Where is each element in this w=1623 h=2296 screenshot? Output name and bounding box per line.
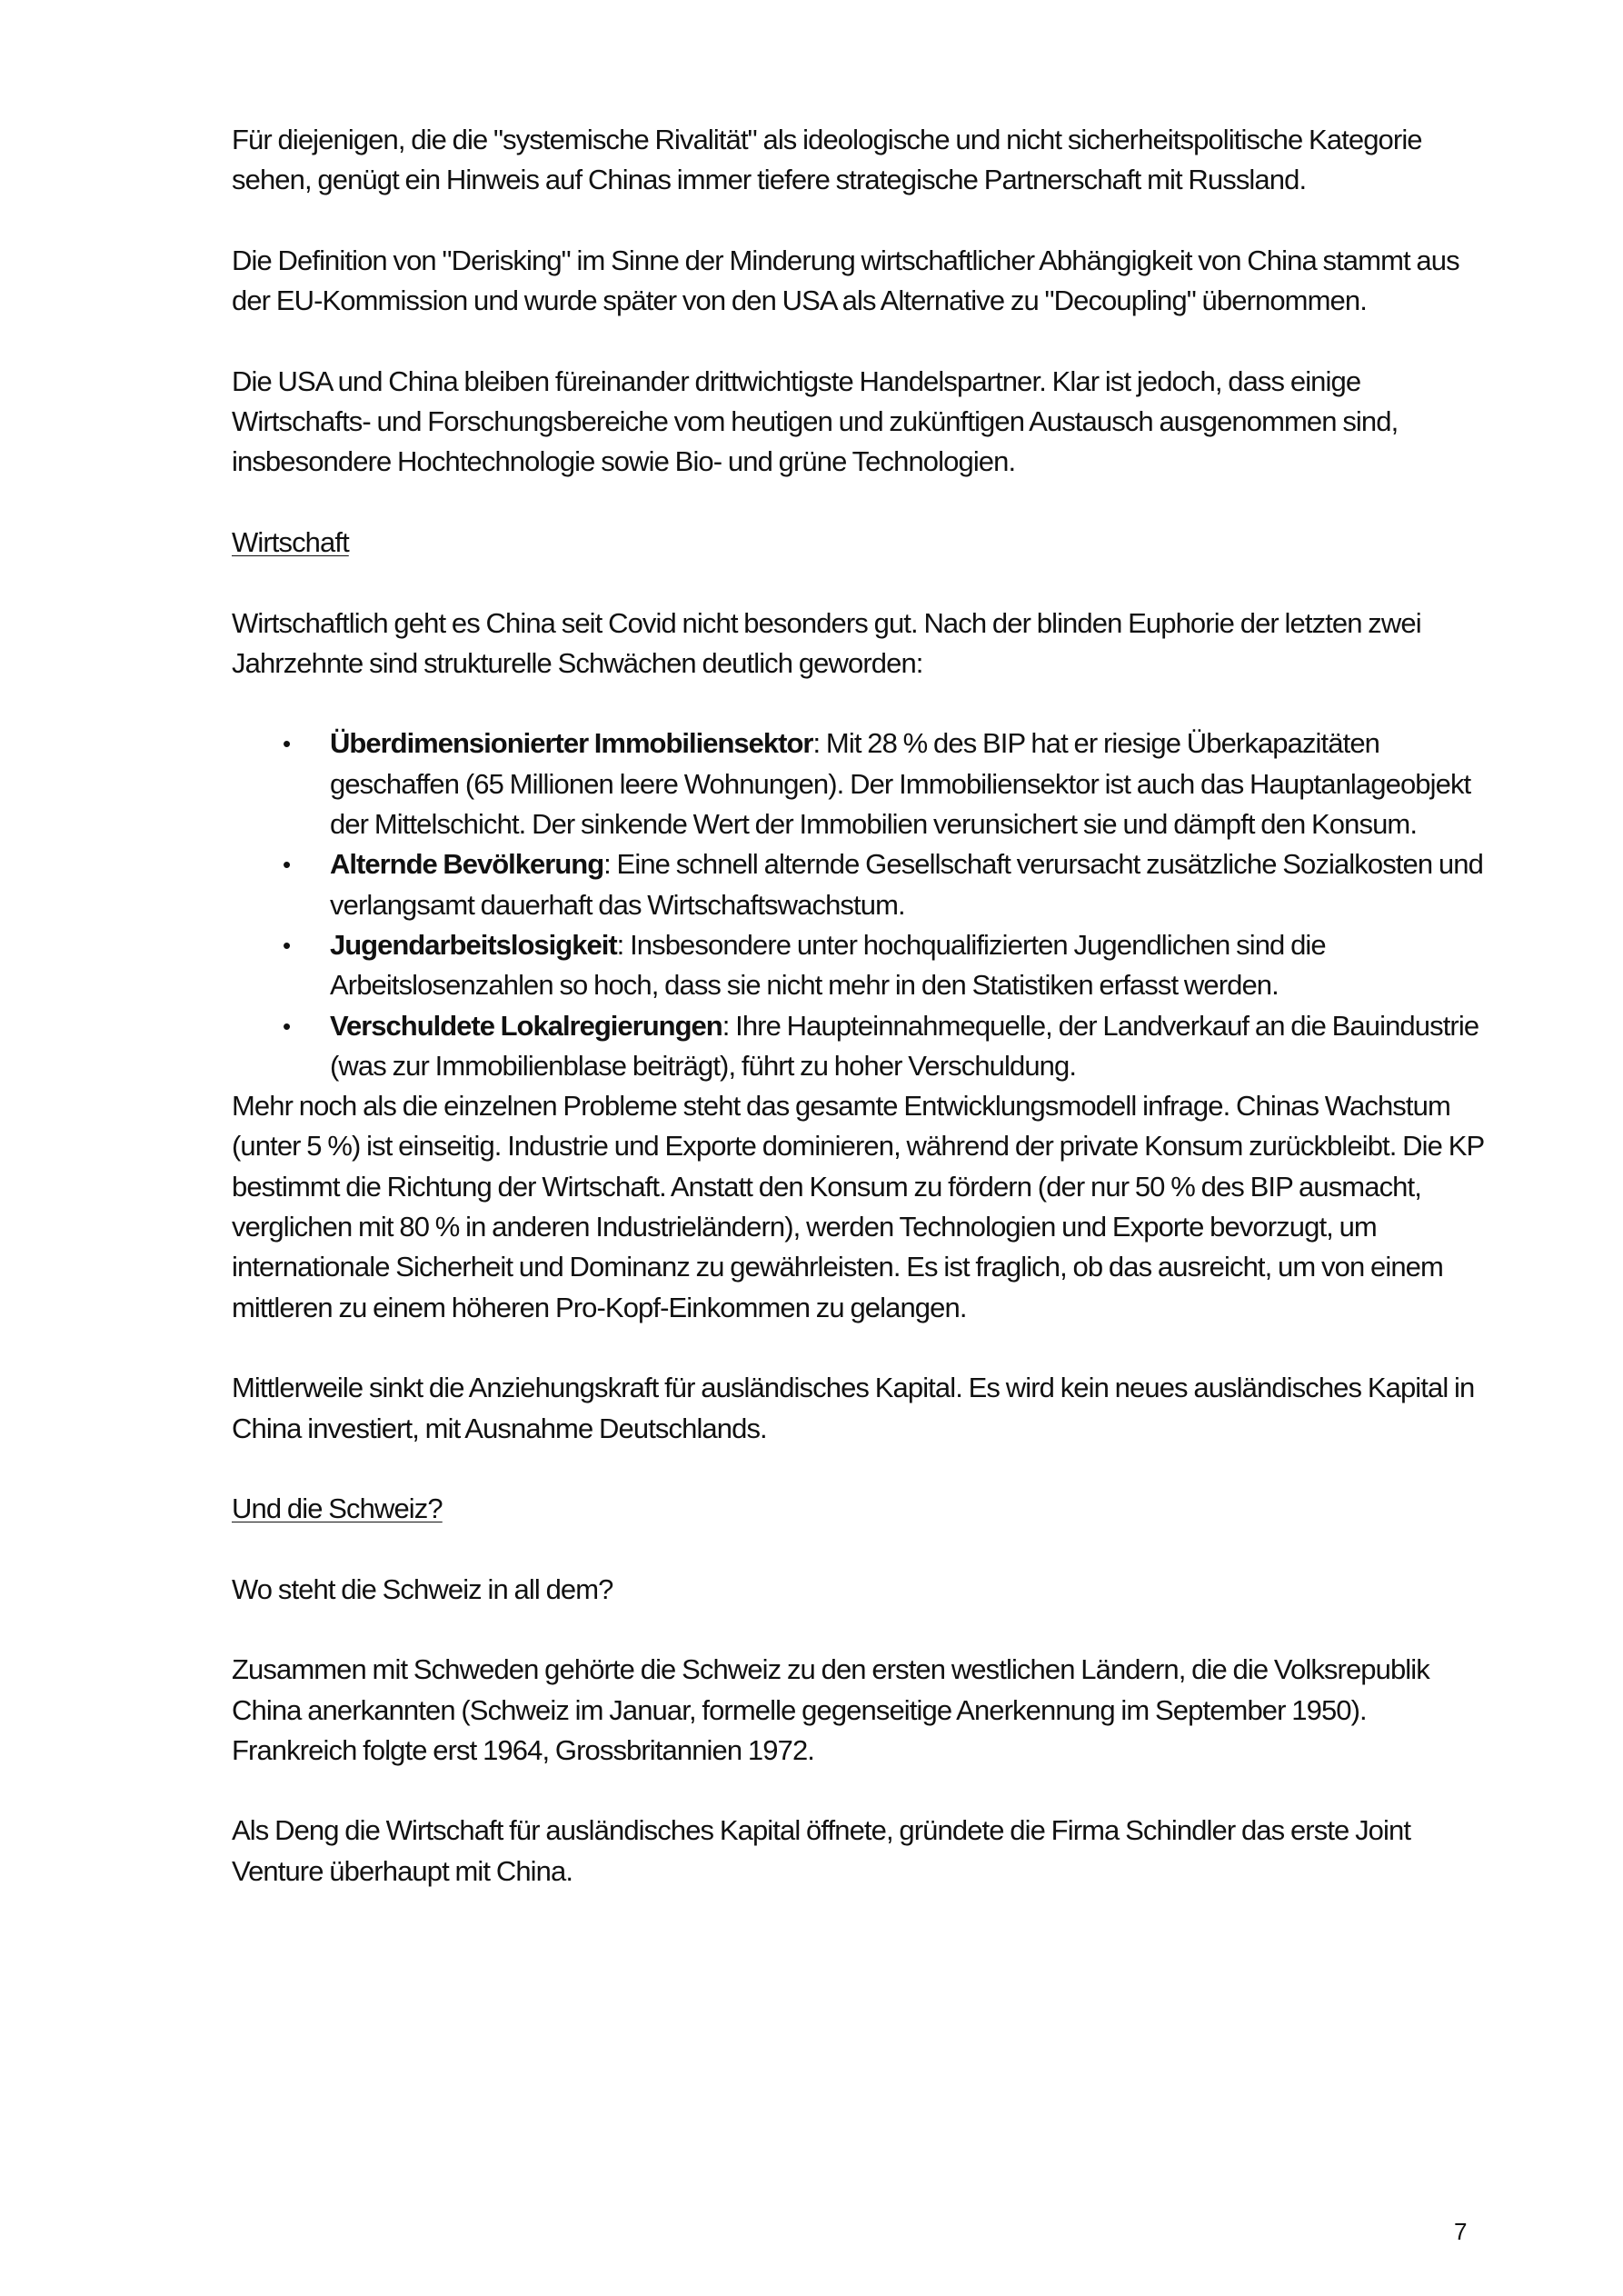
bullet-icon: • [283, 1012, 291, 1040]
list-item-local-debt [232, 1006, 1486, 1087]
paragraph-schindler: Als Deng die Wirtschaft für ausländisches Kapital öffnete, gründete die Firma Schindler das erste Joint Venture überhaupt mit China. [232, 1814, 1411, 1887]
paragraph-foreign-capital: Mittlerweile sinkt die Anziehungskraft für ausländisches Kapital. Es wird kein neues ausländisches Kapital in China investiert, mit Ausnahme Deutschlands. [232, 1372, 1475, 1444]
weakness-list [232, 724, 1486, 1086]
list-item-text: : Ihre Haupteinnahmequelle, der Landverkauf an die Bauindustrie (was zur Immobilienblase beiträgt), führt zu hoher Verschuldung. [330, 1009, 1479, 1082]
list-item-text: : Mit 28 % des BIP hat er riesige Überkapazitäten geschaffen (65 Millionen leere Wohnungen). Der Immobiliensektor ist auch das Hauptanlageobjekt der Mittelschicht. Der sinkende Wert der Immobilien verunsichert sie und dämpft den Konsum. [330, 727, 1471, 841]
list-item-term: Überdimensionierter Immobiliensektor [330, 727, 813, 760]
paragraph-trade-partners: Die USA und China bleiben füreinander drittwichtigste Handelspartner. Klar ist jedoch, dass einige Wirtschafts- und Forschungsbereiche vom heutigen und zukünftigen Austausch ausgenommen sind, insbesondere Hochtechnologie sowie Bio- und grüne Technologien. [232, 364, 1399, 478]
document-page [232, 120, 1486, 1892]
paragraph-question: Wo steht die Schweiz in all dem? [232, 1572, 613, 1605]
paragraph-development-model: Mehr noch als die einzelnen Probleme steht das gesamte Entwicklungsmodell infrage. Chinas Wachstum (unter 5 %) ist einseitig. Industrie und Exporte dominieren, während der private Konsum zurückbleibt. Die KP bestimmt die Richtung der Wirtschaft. Anstatt den Konsum zu fördern (der nur 50 % des BIP ausmacht, verglichen mit 80 % in anderen Industrieländern), werden Technologien und Exporte bevorzugt, um internationale Sicherheit und Dominanz zu gewährleisten. Es ist fraglich, ob das ausreicht, um von einem mittleren zu einem höheren Pro-Kopf-Einkommen zu gelangen. [232, 1090, 1484, 1323]
section-heading-wirtschaft: Wirtschaft [232, 525, 349, 558]
list-item-youth-unemployment [232, 925, 1486, 1006]
list-item-term: Jugendarbeitslosigkeit [330, 928, 617, 961]
list-item-text: : Insbesondere unter hochqualifizierten Jugendlichen sind die Arbeitslosenzahlen so hoch, dass sie nicht mehr in den Statistiken erfasst werden. [330, 928, 1326, 1002]
section-heading-schweiz: Und die Schweiz? [232, 1492, 443, 1525]
paragraph-recognition: Zusammen mit Schweden gehörte die Schweiz zu den ersten westlichen Ländern, die die Volksrepublik China anerkannten (Schweiz im Januar, formelle gegenseitige Anerkennung im September 1950). Frankreich folgte erst 1964, Grossbritannien 1972. [232, 1653, 1429, 1766]
bullet-icon: • [283, 730, 291, 758]
paragraph-systemic-rivalry: Für diejenigen, die die "systemische Rivalität" als ideologische und nicht sicherheitspolitische Kategorie sehen, genügt ein Hinweis auf Chinas immer tiefere strategische Partnerschaft mit Russland. [232, 124, 1422, 196]
bullet-icon: • [283, 851, 291, 879]
list-item-real-estate [232, 724, 1486, 844]
list-item-term: Verschuldete Lokalregierungen [330, 1009, 722, 1042]
paragraph-economy-intro: Wirtschaftlich geht es China seit Covid nicht besonders gut. Nach der blinden Euphorie der letzten zwei Jahrzehnte sind strukturelle Schwächen deutlich geworden: [232, 606, 1421, 679]
list-item-aging [232, 844, 1486, 925]
paragraph-derisking: Die Definition von "Derisking" im Sinne der Minderung wirtschaftlicher Abhängigkeit von China stammt aus der EU-Kommission und wurde später von den USA als Alternative zu "Decoupling" übernommen. [232, 244, 1459, 317]
bullet-icon: • [283, 931, 291, 959]
page-number: 7 [1454, 2218, 1468, 2245]
list-item-term: Alternde Bevölkerung [330, 848, 604, 881]
list-item-text: : Eine schnell alternde Gesellschaft verursacht zusätzliche Sozialkosten und verlangsamt dauerhaft das Wirtschaftswachstum. [330, 848, 1483, 921]
